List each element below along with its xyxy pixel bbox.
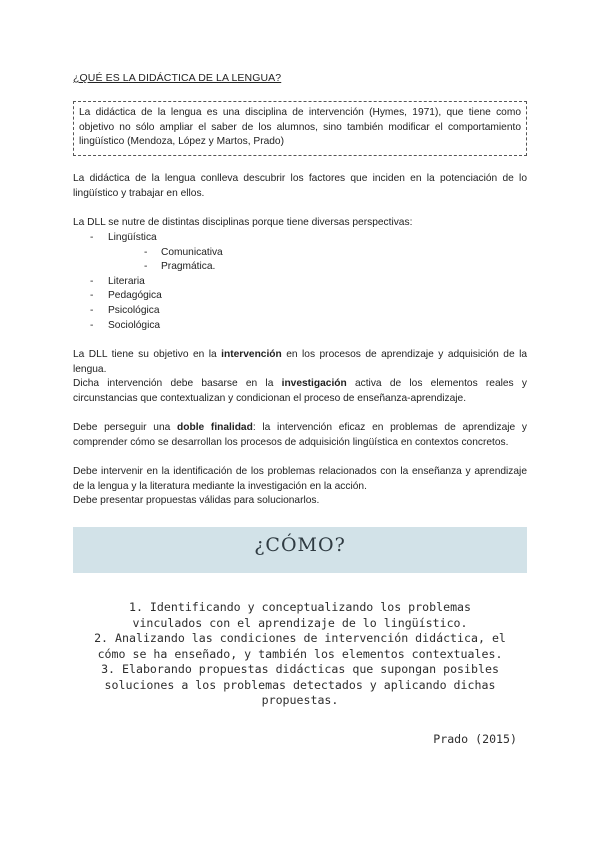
definition-text: La didáctica de la lengua es una disciplina de intervención (Hymes, 1971), que tiene como objetivo no sólo ampliar el saber de los alumnos, sino también modificar el comportamiento lingüístico (Mendoza, López y Martos, Prado) [79,107,521,148]
paragraph-proposals: Debe presentar propuestas válidas para solucionarlos. [73,495,320,506]
sub-list [108,246,223,275]
paragraph-research: Dicha intervención debe basarse en la investigación activa de los elementos reales y circunstancias que contextualizan y condicionan el proceso de enseñanza-aprendizaje. [73,378,527,404]
paragraph-factors: La didáctica de la lengua conlleva descubrir los factores que inciden en la potenciación de lo lingüístico y trabajar en ellos. [73,173,527,199]
paragraph-identification: Debe intervenir en la identificación de los problemas relacionados con la enseñanza y aprendizaje de la lengua y la literatura mediante la investigación en la acción. [73,466,527,492]
definition-box [73,101,527,156]
list-item: - Psicológica [90,304,223,319]
list-item: - Pragmática. [144,260,223,275]
slide-title: ¿CÓMO? [254,534,346,556]
list-item: - Lingüística - Comunicativa - Pragmática. [90,231,223,275]
paragraph-goal: Debe perseguir una doble finalidad: la intervención eficaz en problemas de aprendizaje y comprender cómo se desarrollan los procesos de adquisición lingüística en contextos concretos. [73,422,527,448]
slide-banner [73,527,527,573]
slide-author: Prado (2015) [433,732,517,746]
emphasis: investigación [281,378,347,389]
paragraph-disciplines: La DLL se nutre de distintas disciplinas porque tiene diversas perspectivas: [73,217,413,228]
list-item: - Comunicativa [144,246,223,261]
list-item: - Pedagógica [90,289,223,304]
page-title: ¿QUÉ ES LA DIDÁCTICA DE LA LENGUA? [73,72,282,84]
slide-item: 2. Analizando las condiciones de intervención didáctica, el cómo se ha enseñado, y también los elementos contextuales. [94,631,506,661]
emphasis: doble finalidad [177,422,253,433]
como-slide-image [73,527,527,770]
list-item: - Literaria [90,275,223,290]
emphasis: intervención [221,349,282,360]
list-item: - Sociológica [90,319,223,334]
slide-item: 1. Identificando y conceptualizando los problemas vinculados con el aprendizaje de lo lingüístico. [128,600,472,630]
paragraph-objective: La DLL tiene su objetivo en la intervención en los procesos de aprendizaje y adquisición de la lengua. [73,349,528,375]
slide-item: 3. Elaborando propuestas didácticas que supongan posibles soluciones a los problemas detectados y aplicando dichas propuestas. [101,662,499,707]
discipline-list [90,231,223,333]
slide-list [73,600,527,709]
